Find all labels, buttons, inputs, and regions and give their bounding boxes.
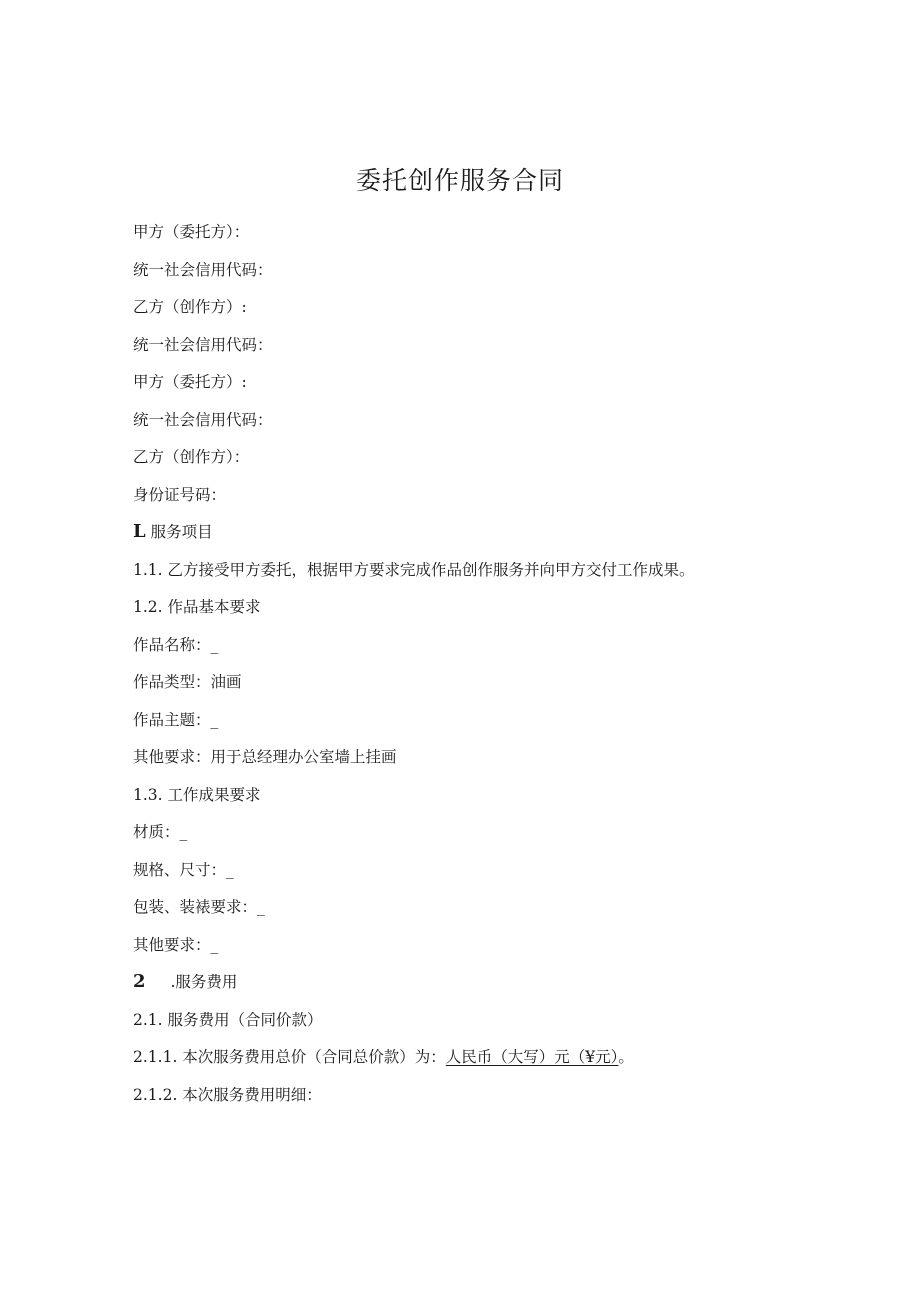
work-name-line: 作品名称：_ — [133, 635, 219, 654]
party-b-line-2: 乙方（创作方）： — [133, 448, 250, 466]
clause-1-3: 1.3. 工作成果要求 — [133, 785, 261, 804]
party-a-line-2: 甲方（委托方）: — [133, 373, 247, 391]
work-theme-line: 作品主题：_ — [133, 710, 219, 729]
party-a-line: 甲方（委托方）： — [133, 223, 250, 241]
clause-2-1-1-end: 。 — [618, 1048, 634, 1066]
work-other-line: 其他要求：用于总经理办公室墙上挂画 — [133, 748, 397, 766]
work-type-line: 作品类型：油画 — [133, 673, 242, 691]
clause-1-1: 1.1. 乙方接受甲方委托，根据甲方要求完成作品创作服务并向甲方交付工作成果。 — [133, 560, 695, 579]
document-title: 委托创作服务合同 — [355, 166, 564, 195]
material-line: 材质：_ — [133, 823, 188, 841]
id-number-line: 身份证号码： — [133, 485, 227, 504]
result-other-line: 其他要求：_ — [133, 935, 219, 954]
size-line: 规格、尺寸：_ — [133, 860, 234, 879]
section-1-heading — [133, 518, 833, 556]
party-a-credit-code-line: 统一社会信用代码： — [133, 260, 273, 279]
total-price-amount: 人民币（大写）元（¥元） — [445, 1048, 619, 1066]
section-1-number: L — [133, 521, 146, 542]
section-2-title: .服务费用 — [170, 973, 238, 991]
clause-2-1-2: 2.1.2. 本次服务费用明细： — [133, 1085, 322, 1104]
clause-2-1: 2.1. 服务费用（合同价款） — [133, 1010, 323, 1029]
section-2-number: 2 — [133, 971, 146, 992]
party-b-credit-code-line: 统一社会信用代码： — [133, 335, 273, 354]
party-b-line: 乙方（创作方）: — [133, 298, 247, 316]
section-2-heading — [133, 968, 833, 1006]
packaging-line: 包装、装裱要求：_ — [133, 898, 265, 916]
document-body — [133, 218, 833, 1118]
party-a-credit-code-line-2: 统一社会信用代码： — [133, 410, 273, 429]
section-1-title: 服务项目 — [150, 523, 213, 541]
clause-2-1-1-text: 2.1.1. 本次服务费用总价（合同总价款）为： — [133, 1048, 446, 1066]
clause-2-1-1 — [133, 1043, 833, 1081]
clause-1-2: 1.2. 作品基本要求 — [133, 598, 261, 616]
